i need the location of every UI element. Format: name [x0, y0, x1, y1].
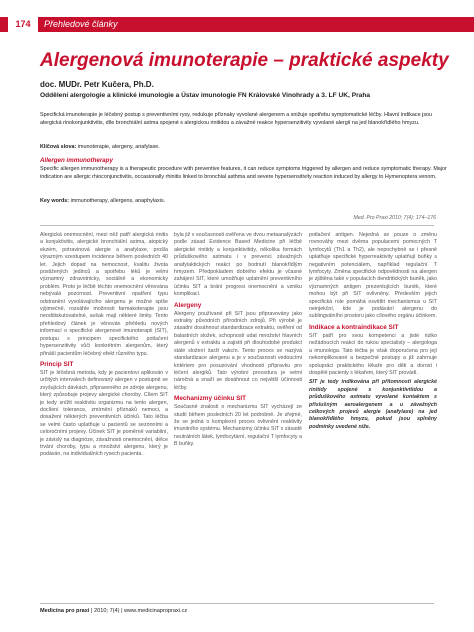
body-column-3 — [309, 232, 437, 602]
section-label: Přehledové články — [44, 19, 118, 29]
citation: Med. Pro Praxi 2010; 7(4): 174–176 — [353, 215, 436, 221]
header-bar — [0, 17, 474, 32]
paragraph: SIT je léčebná metoda, kdy je pacientovi aplikován v určitých intervalech definovaný alergen v postupně se zvyšujících dávkách, připraveného ze zdroje alergenu, který způsobuje projevy alergické choroby. Cílem SIT je tedy snížit reaktivitu organizmu na tento alergen, docílení tolerance, zmírnění příznaků nemoci, a dosažení některých preventivních účinků. Tato léčba se velmi často uplatňuje u pacientů se sezónními a celoročními projevy. Účinek SIT je poměrně variabilní, je závislý na diagnóze, závažnosti onemocnění, délce trvání choroby, typu a množství alergenu, který je podáván, na individuálních rysech pacienta. — [40, 369, 168, 458]
article-title: Alergenová imunoterapie – praktické aspekty — [40, 50, 449, 71]
footer-divider — [40, 603, 434, 604]
footer — [40, 608, 187, 614]
journal-name: Medicína pro praxi — [40, 608, 90, 614]
journal-issue: 2010; 7(4) — [94, 608, 120, 614]
section-heading: Princip SIT — [40, 360, 74, 368]
body-column-2 — [174, 232, 302, 602]
divider — [40, 225, 434, 226]
keywords-czech-label: Klíčová slova: — [40, 144, 77, 150]
journal-url[interactable]: www.medicinapropraxi.cz — [124, 608, 188, 614]
keywords-czech — [40, 144, 440, 152]
paragraph: Alergeny používané při SIT jsou připravovány jako extrakty původních přírodních zdrojů. Při výrobě je zásadní dosáhnout standardizace extraktu, ověření od balastních složek, schopností udat množství hlavních alergenů v extraktu a zajistit při dlouhodobé produkci stálé složení šarží vakcín. Tento proces se nazývá standardizace alergenu a je v současnosti vedoucími kritériem pro posuzování vhodnosti přípravku pro léčení alergiků. Tato výrobní procedura je velmi náročná a snaží se dosáhnout co největší účinnosti léčby. — [174, 310, 302, 391]
page-number: 174 — [8, 17, 38, 32]
section-heading: Alergeny — [174, 301, 202, 309]
english-title: Allergen immunotherapy — [40, 157, 113, 164]
footer-separator: | — [91, 608, 95, 614]
paragraph: SIT patří pro svou kompetenci a jisté riziko nežádoucích reakcí do rukou specialisty – alergologa a imunologa. Tato léčba je však doporučena pro její nekomplikované a bezpečné postupy a již zahrnuje spolupráci praktického lékaře pro děti a dorost i dospělé pacienty s lékařem, který SIT provádí. — [309, 332, 437, 376]
keywords-english — [40, 198, 450, 206]
paragraph: Alergická onemocnění, mezi něž patří alergická rinitis a konjuktivitis, alergické bronchiální astma, atopický ekzém, potravinová alergie a anafylaxe, prošla výrazným vzestupem incidence během posledních 40 let. Jejich dopad na nemocnost, kvalitu života postižených jedinců a spotřebu léků je velmi významný zdravotnicky, sociálně a ekonomicky problém. Proto je léčbě těchto onemocnění věnována nebývalá pozornost. Preventivní opatření typu odstranění vyvolávajícího alergenu je možné spíše výjimečně, rozsáhle možnosti farmakoterapie jsou neoddiskutovatelné, avšak mají některé limity. Tento přehledový článek je věnován přehledu nových informací o specifické alergenové imunoterapii (SIT), postupu s principem specifického potlačení hypersenzitivity vůči konkrétním alergenům, který přináší pacientům léčebný efekt různého typu. — [40, 232, 168, 357]
abstract-english: Specific allergen immunotherapy is a therapeutic procedure with preventive features, it can reduce symptoms triggered by allergen and reduce symptomatic therapy. Major indication are allergic rhioconjunctivitis, occasionally rhinitis linked to bronchial asthma and severe hypersensitivity reaction induced by allergy to Hymenoptera venom. — [40, 166, 447, 180]
paragraph: potlačení antigen. Nejedná se pouze o změnu rovnováhy mezi dvěma populacemi pomocných T lymfocytů (Th1 a Th2), ale nepochybně se i přesně uplatňuje specifické hyperreaktivity uplatňují buňky s negativním potenciálem, například regulační T lymfocyty. Změna specifické odpovědnosti na alergen je zjištěna také v populacích dendritických buněk, jako významných antigen prezentujících buněk, které mohou být při SIT ovlivněny. Především jejich specifická role pomáhá osvětlit mechanismus u SIT neinjekční, kde je podávání alergenu do sublingválního prostoru jako cílového orgánu účinkem. — [309, 232, 437, 320]
abstract-czech: Specifická imunoterapie je léčebný postup s preventivními rysy, redukuje příznaky vyvolané alergenem a snižuje spotřebu symptomatické léčby. Hlavní indikace jsou alergická rinokonjunktivitis, díle bronchiální astma spojené s alergickou rinitidou a závažné reakce hypersenzitivity vyvolané alergií na jed blanokřídlého hmyzu. — [40, 112, 433, 126]
paragraph: byla již v současnosti ověřena ve dvou metaanalýzách podle zásad Evidence Based Medicine při léčbě alergické rinitidy a konjunktivitidy, několika formách průduškového astmatu i v prevenci závažných anafylaktických reakcí po bodnutí blanokřídlým hmyzem. Předpokladem dobrého efektu je včasné zahájení SIT, které umožňuje uplatnění preventivního účinku SIT a brání progresi onemocnění a vzniku komplikací. — [174, 232, 302, 298]
keywords-english-text: immunotherapy, allergens, anaphylaxis. — [70, 198, 166, 204]
authors: doc. MUDr. Petr Kučera, Ph.D. — [40, 80, 154, 89]
footer-separator: | — [121, 608, 125, 614]
paragraph-emphasis: SIT je tedy indikována při přítomnosti alergické rinitidy spojené s konjunktivitidou a průduškového astmatu vyvolané kontaktem s příslušným aeroalergenem a u závažných celkových projevů alergie (anafylaxe) na jed blanokřídlého hmyzu, pokud jsou splněny podmínky uvedené níže. — [309, 379, 437, 430]
section-heading: Indikace a kontraindikace SIT — [309, 323, 399, 331]
affiliation: Oddělení alergologie a klinické imunologie a Ústav imunologie FN Královské Vinohrady a 3. LF UK, Praha — [40, 92, 371, 99]
keywords-english-label: Key words: — [40, 198, 70, 204]
keywords-czech-text: imunoterapie, alergeny, anafylaxe. — [77, 144, 160, 150]
section-heading: Mechanizmy účinku SIT — [174, 395, 247, 403]
body-column-1 — [40, 232, 168, 602]
paragraph: Současné znalosti o mechanizmu SIT vycházejí ze studií během posledních 20 let podrobně. Je zřejmé, že se jedná o komplexní proces ovlivnění reaktivity imunitního systému. Mechanizmy účinku SIT v zásadě neutrálních látek, lymfocytární, regulační T lymfocyty a B buňky. — [174, 404, 302, 448]
